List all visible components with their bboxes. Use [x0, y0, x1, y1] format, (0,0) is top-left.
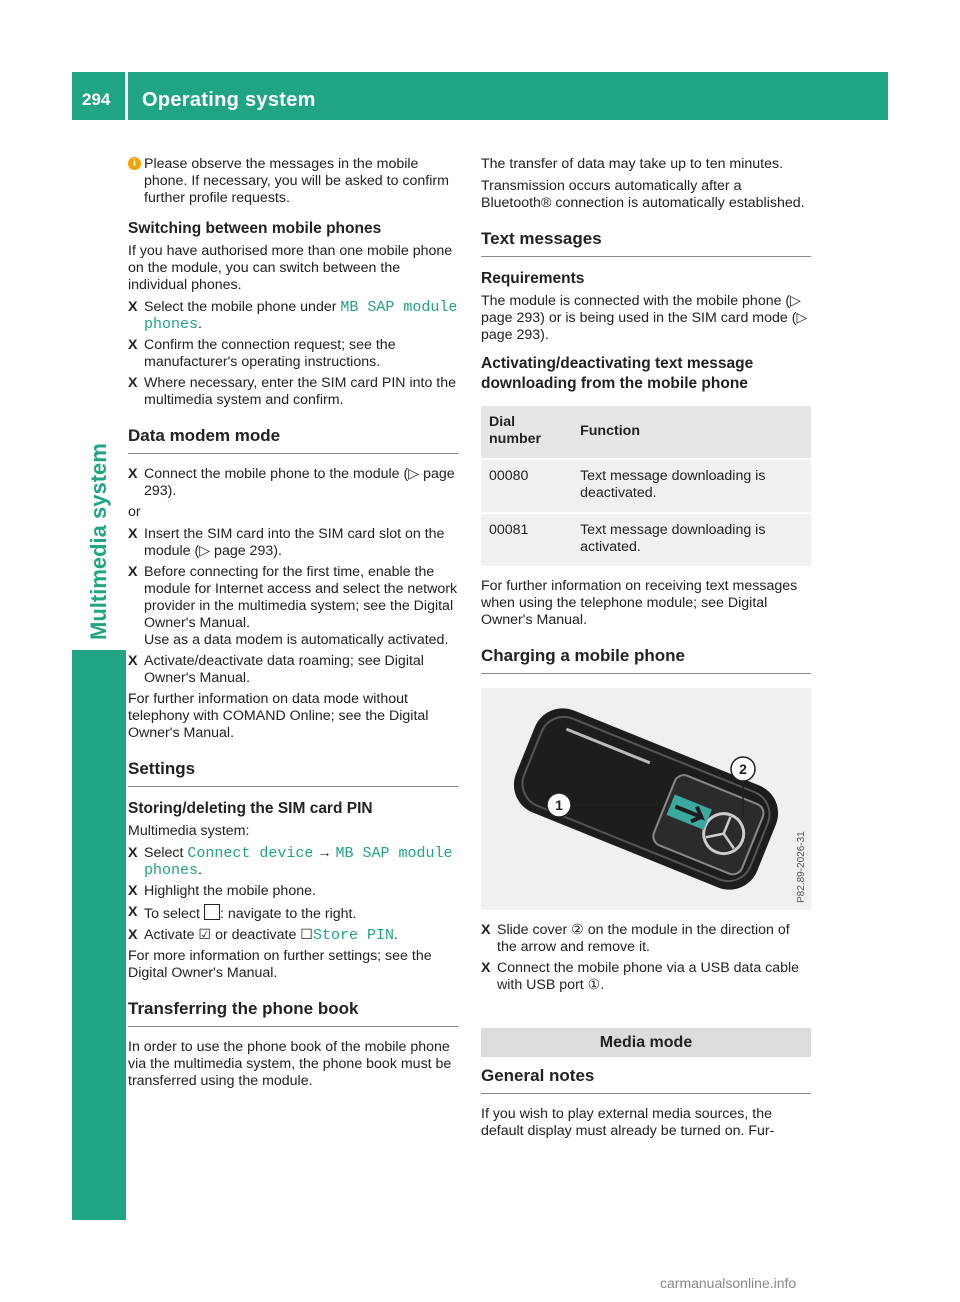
list-item: X Highlight the mobile phone.	[128, 883, 316, 899]
phonebook-heading: Transferring the phone book	[128, 1000, 458, 1027]
requirements-heading: Requirements	[481, 270, 585, 287]
page-header	[72, 72, 888, 120]
requirements-text: The module is connected with the mobile phone (▷ page 293) or is being used in the SIM card mode (▷ page 293).	[481, 293, 808, 343]
callout-1: 1	[555, 797, 563, 813]
list-item: X Connect the mobile phone to the module (▷ page 293).	[128, 466, 455, 499]
list-item: X Where necessary, enter the SIM card PIN into the multimedia system and confirm.	[128, 375, 456, 408]
menu-path-connect-device: Connect device	[187, 845, 314, 862]
menu-path-mb-sap: MB SAP module phones	[144, 299, 458, 333]
table-row: 00080 Text message downloading is deactivated.	[481, 459, 811, 513]
module-illustration	[481, 688, 811, 910]
table-header: Function	[572, 406, 811, 459]
header-divider	[125, 72, 128, 120]
dial-number-table	[481, 406, 811, 566]
settings-note: For more information on further settings; see the Digital Owner's Manual.	[128, 948, 432, 981]
side-tab-label: Multimedia system	[86, 443, 111, 640]
watermark: carmanualsonline.info	[660, 1275, 797, 1291]
menu-path-mb-sap: MB SAP module phones	[144, 845, 453, 879]
list-item: X To select : navigate to the right.	[128, 904, 357, 922]
list-item: X Slide cover ② on the module in the direction of the arrow and remove it.	[481, 922, 790, 955]
list-item: X Insert the SIM card into the SIM card slot on the module (▷ page 293).	[128, 526, 445, 559]
list-item: X Activate ☑ or deactivate ☐Store PIN.	[128, 927, 398, 944]
table-row: 00081 Text message downloading is activated.	[481, 513, 811, 566]
list-item: X Before connecting for the first time, enable the module for Internet access and select the network provider in the multimedia system; see the Digital Owner's Manual. Use as a data modem is automatically activated.	[128, 564, 458, 648]
checkbox-empty-icon: ☐	[300, 927, 314, 943]
checkbox-checked-icon: ☑	[198, 927, 212, 943]
info-note	[128, 156, 458, 207]
list-item: X Confirm the connection request; see the manufacturer's operating instructions.	[128, 337, 396, 370]
text-messages-heading: Text messages	[481, 230, 811, 257]
options-icon	[204, 904, 220, 920]
left-column	[128, 156, 458, 1095]
transfer-text-1: The transfer of data may take up to ten minutes.	[481, 156, 784, 172]
settings-subheading: Storing/deleting the SIM card PIN	[128, 800, 373, 817]
table-header: Dial number	[481, 406, 572, 459]
switching-heading: Switching between mobile phones	[128, 220, 382, 237]
module-drawing	[481, 688, 811, 910]
datamodem-heading: Data modem mode	[128, 427, 458, 454]
activating-heading: Activating/deactivating text message downloading from the mobile phone	[481, 355, 754, 392]
general-notes-text: If you wish to play external media sources, the default display must already be turned on. Fur-	[481, 1106, 775, 1139]
right-column	[481, 156, 811, 1145]
image-code: P82.89-2026-31	[796, 831, 807, 903]
further-info-text: For further information on receiving text messages when using the telephone module; see Digital Owner's Manual.	[481, 578, 798, 628]
list-item: X Activate/deactivate data roaming; see Digital Owner's Manual.	[128, 653, 424, 686]
settings-heading: Settings	[128, 760, 458, 787]
settings-intro: Multimedia system:	[128, 823, 250, 839]
charging-heading: Charging a mobile phone	[481, 647, 811, 674]
page-number: 294	[82, 90, 111, 109]
section-title: Operating system	[142, 89, 316, 111]
info-icon: i	[128, 157, 141, 170]
callout-2: 2	[739, 761, 747, 777]
side-tab-bar	[72, 650, 126, 1220]
general-notes-heading: General notes	[481, 1067, 811, 1094]
list-item: X Connect the mobile phone via a USB data cable with USB port ①.	[481, 960, 800, 993]
switching-intro: If you have authorised more than one mobile phone on the module, you can switch between the individual phones.	[128, 243, 453, 293]
list-item: X Select Connect device → MB SAP module phones.	[128, 845, 453, 879]
info-text: Please observe the messages in the mobile phone. If necessary, you will be asked to confirm further profile requests.	[144, 156, 449, 206]
media-mode-bar: Media mode	[481, 1028, 811, 1057]
datamodem-note: For further information on data mode without telephony with COMAND Online; see the Digital Owner's Manual.	[128, 691, 429, 741]
menu-store-pin: Store PIN	[313, 927, 395, 944]
list-item: X Select the mobile phone under MB SAP module phones.	[128, 299, 458, 333]
transfer-text-2: Transmission occurs automatically after a Bluetooth® connection is automatically established.	[481, 178, 805, 211]
or-text: or	[128, 504, 141, 520]
side-tab	[72, 120, 126, 1182]
phonebook-text: In order to use the phone book of the mobile phone via the multimedia system, the phone book must be transferred using the module.	[128, 1039, 452, 1089]
